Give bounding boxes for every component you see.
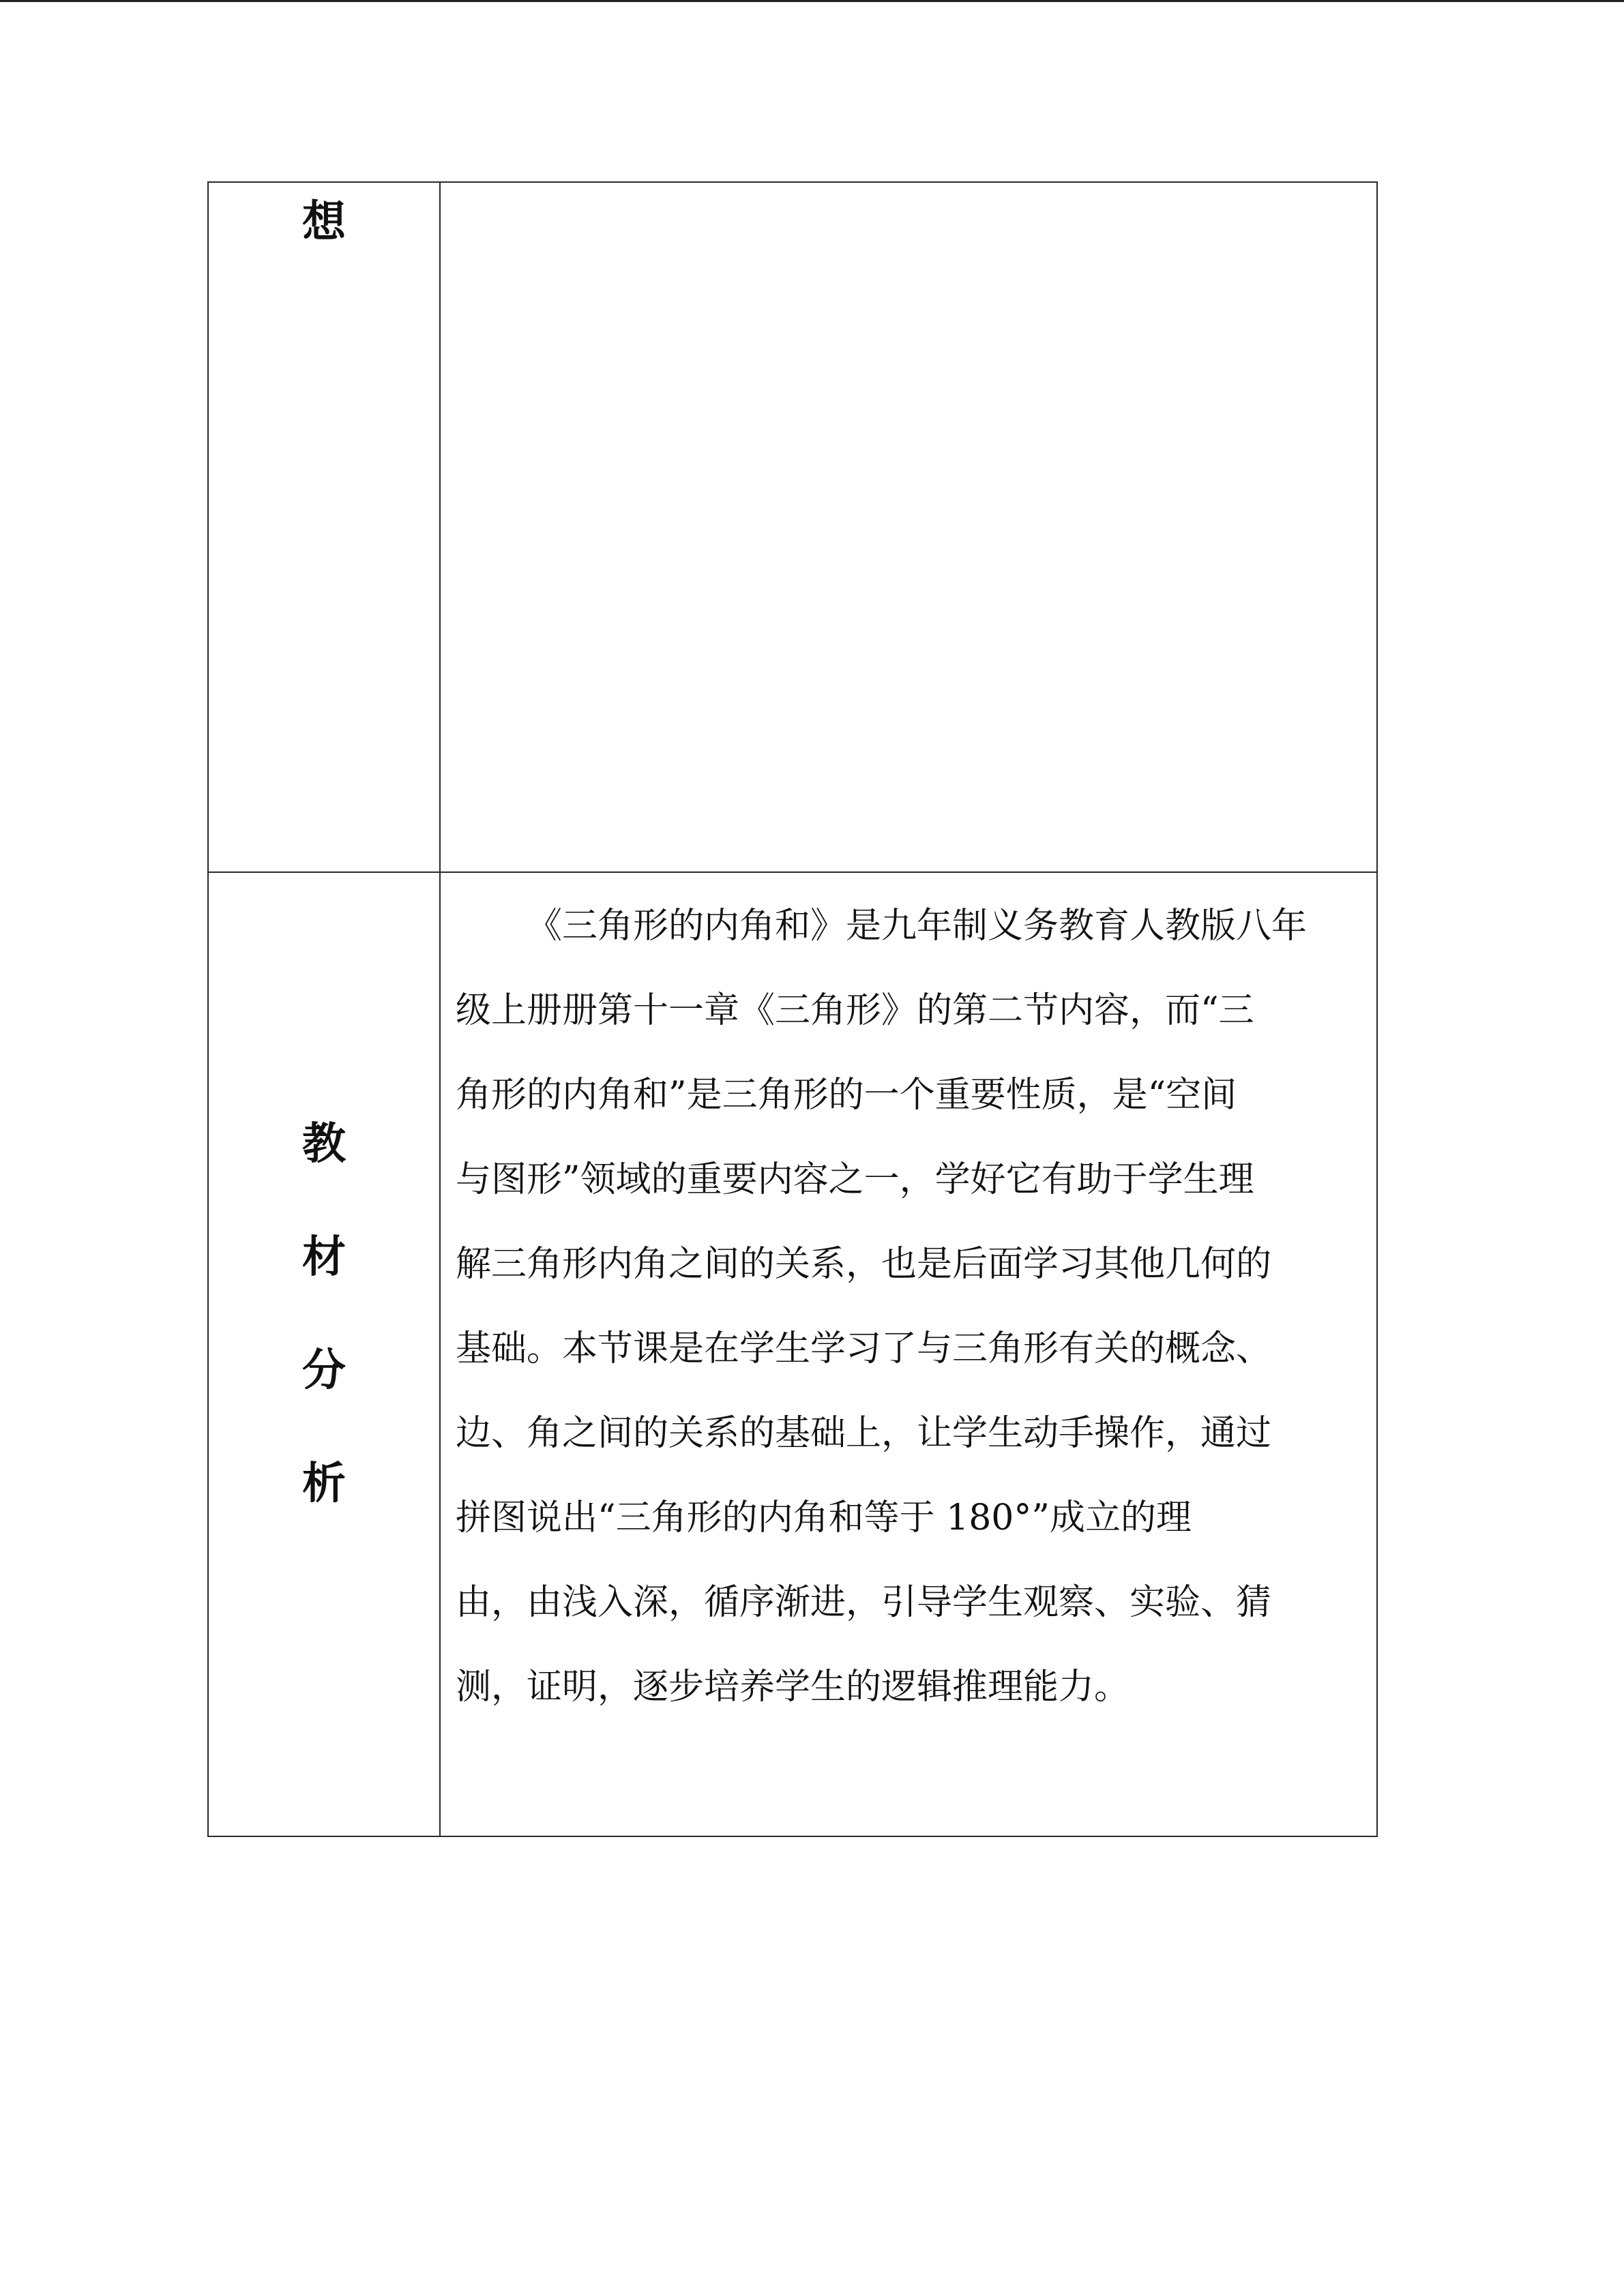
paragraph-line: 《三角形的内角和》是九年制义务教育人教版八年 bbox=[527, 906, 1308, 946]
paragraph-line: 由，由浅入深，循序渐进，引导学生观察、实验、猜 bbox=[456, 1582, 1272, 1623]
label-char: 材 bbox=[302, 1232, 346, 1283]
lesson-plan-table bbox=[207, 181, 1378, 1837]
paragraph-line: 角形的内角和”是三角形的一个重要性质，是“空间 bbox=[456, 1075, 1237, 1116]
paragraph-line: 与图形”领域的重要内容之一，学好它有助于学生理 bbox=[456, 1159, 1254, 1200]
row-label-thought: 想 bbox=[302, 197, 346, 248]
paragraph-line: 测，证明，逐步培养学生的逻辑推理能力。 bbox=[456, 1667, 1130, 1708]
table-row-material-analysis bbox=[208, 872, 1377, 1836]
paragraph-line: 拼图说出“三角形的内角和等于 180°”成立的理 bbox=[456, 1497, 1192, 1538]
paragraph-line: 级上册册第十一章《三角形》的第二节内容，而“三 bbox=[456, 990, 1254, 1031]
page-top-border bbox=[0, 0, 1624, 2]
row-content-cell bbox=[440, 872, 1377, 1836]
material-analysis-paragraph bbox=[441, 873, 1376, 1729]
paragraph-line: 基础。本节课是在学生学习了与三角形有关的概念、 bbox=[456, 1328, 1272, 1369]
row-label-material-analysis bbox=[209, 873, 439, 1575]
paragraph-line: 边、角之间的关系的基础上，让学生动手操作，通过 bbox=[456, 1413, 1272, 1454]
row-label-cell bbox=[208, 872, 440, 1836]
label-char: 析 bbox=[302, 1459, 346, 1509]
label-char: 教 bbox=[302, 1119, 346, 1169]
table-row-thought bbox=[208, 182, 1377, 872]
paragraph-line: 解三角形内角之间的关系，也是后面学习其他几何的 bbox=[456, 1244, 1272, 1285]
row-content-cell-empty bbox=[440, 182, 1377, 872]
label-char: 分 bbox=[302, 1345, 346, 1396]
row-label-cell bbox=[208, 182, 440, 872]
